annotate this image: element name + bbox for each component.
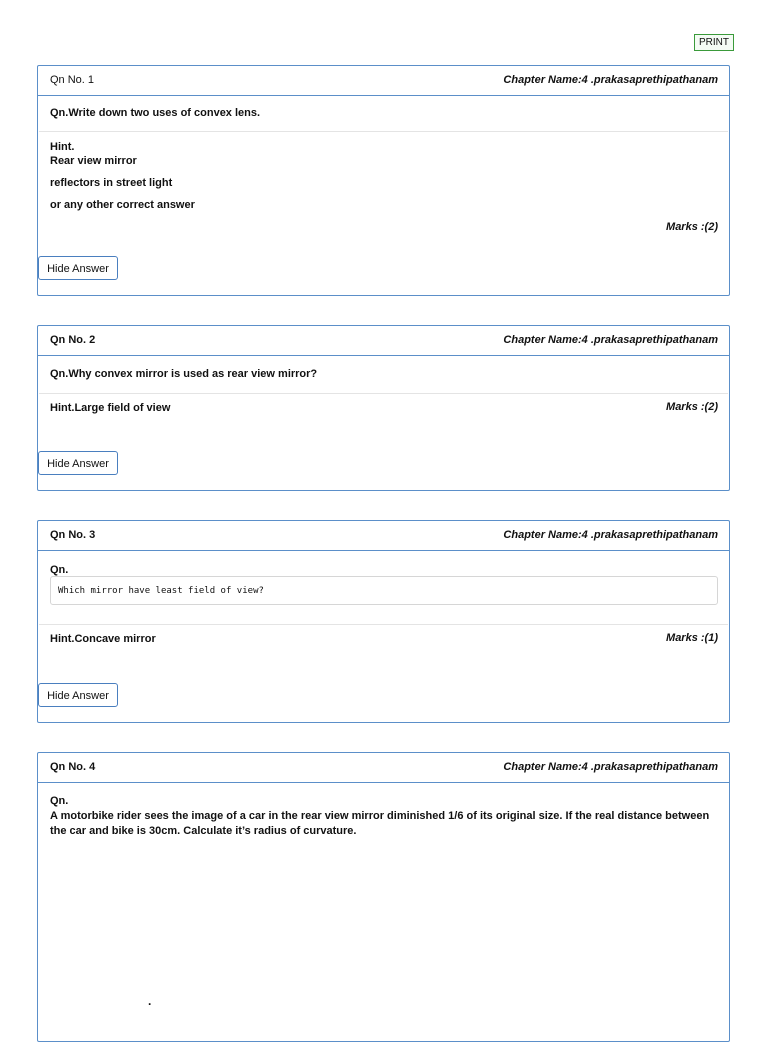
chapter-name: Chapter Name:4 .prakasaprethipathanam	[503, 74, 718, 86]
chapter-name: Chapter Name:4 .prakasaprethipathanam	[503, 529, 718, 541]
marks-label: Marks :(1)	[666, 632, 718, 644]
question-label: Qn.	[50, 564, 69, 576]
hint-title: Hint.	[50, 141, 75, 153]
question-card-2	[37, 325, 730, 491]
question-text: Qn.Why convex mirror is used as rear view mirror?	[50, 368, 318, 380]
print-button[interactable]: PRINT	[694, 34, 734, 51]
marks-label: Marks :(2)	[666, 221, 718, 233]
marks-label: Marks :(2)	[666, 401, 718, 413]
hint-line: or any other correct answer	[50, 199, 195, 211]
chapter-name: Chapter Name:4 .prakasaprethipathanam	[503, 761, 718, 773]
hint-text: Hint.Large field of view	[50, 402, 171, 414]
divider	[39, 131, 728, 132]
question-header	[38, 753, 729, 783]
divider	[39, 624, 728, 625]
question-number: Qn No. 4	[50, 761, 96, 773]
question-text: A motorbike rider sees the image of a car in the rear view mirror diminished 1/6 of its original size. If the real distance between the car and bike is 30cm. Calculate it’s radius of curvature.	[50, 810, 710, 837]
divider	[39, 393, 728, 394]
question-label: Qn.	[50, 795, 69, 807]
hint-line: reflectors in street light	[50, 177, 173, 189]
chapter-name: Chapter Name:4 .prakasaprethipathanam	[503, 334, 718, 346]
question-number: Qn No. 1	[50, 74, 95, 86]
question-header	[38, 521, 729, 551]
question-number: Qn No. 2	[50, 334, 96, 346]
hide-answer-button[interactable]: Hide Answer	[38, 256, 118, 280]
question-header	[38, 66, 729, 96]
question-text: Qn.Write down two uses of convex lens.	[50, 107, 261, 119]
question-code-block: Which mirror have least field of view?	[50, 576, 718, 605]
hint-text: Hint.Concave mirror	[50, 633, 156, 645]
stray-dot: .	[148, 994, 152, 1008]
hide-answer-button[interactable]: Hide Answer	[38, 683, 118, 707]
question-card-1	[37, 65, 730, 296]
question-number: Qn No. 3	[50, 529, 96, 541]
hide-answer-button[interactable]: Hide Answer	[38, 451, 118, 475]
question-card-4	[37, 752, 730, 1042]
question-card-3	[37, 520, 730, 723]
question-header	[38, 326, 729, 356]
hint-line: Rear view mirror	[50, 155, 137, 167]
